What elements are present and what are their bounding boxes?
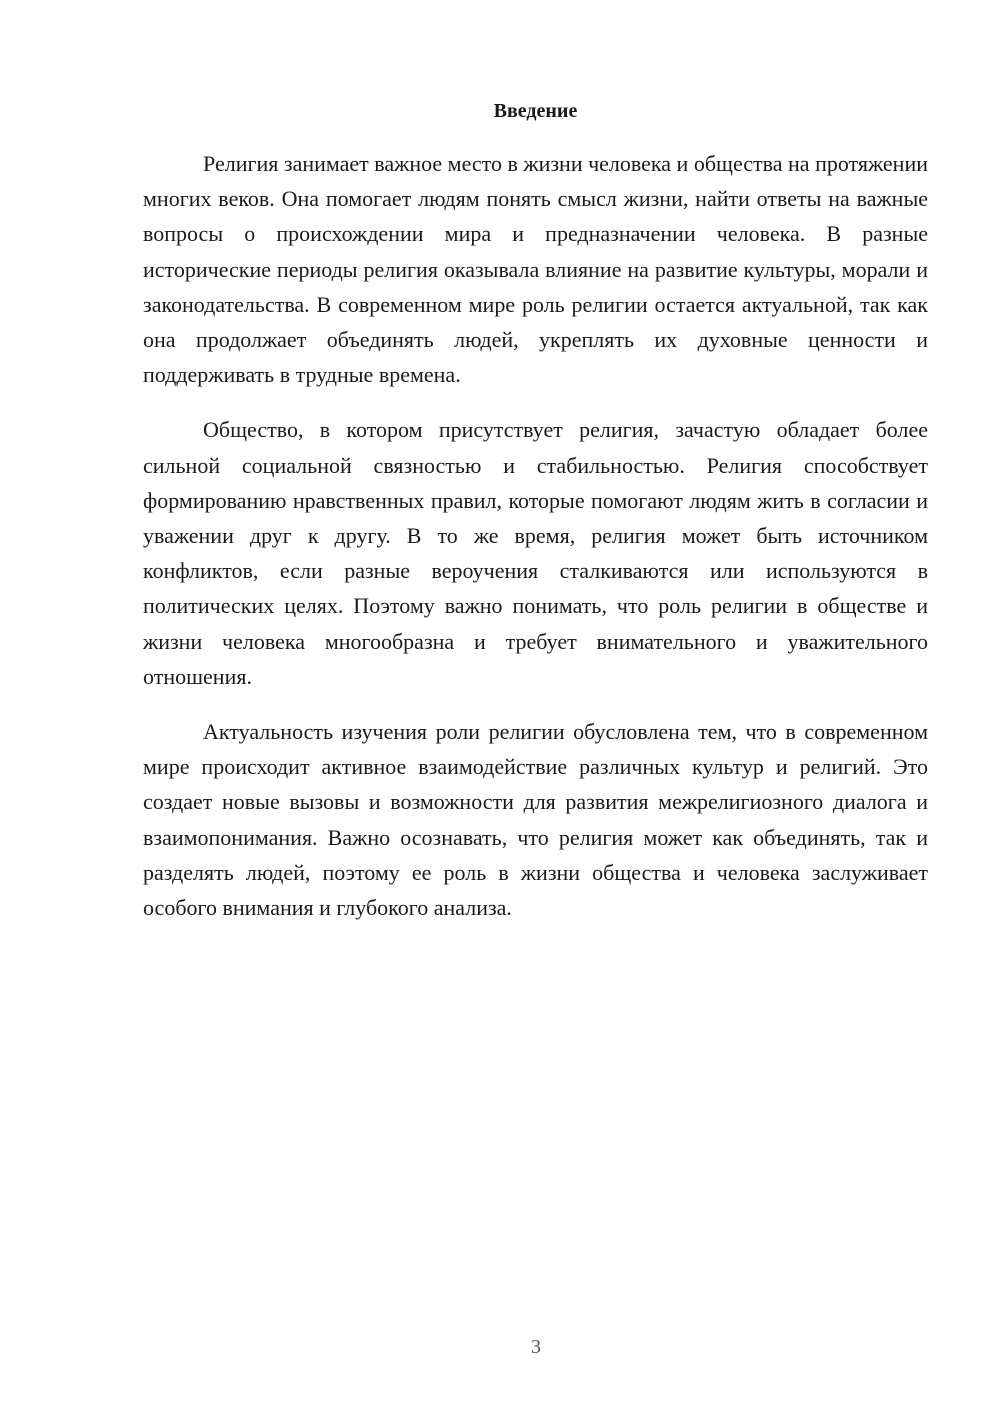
page-number: 3: [531, 1336, 541, 1358]
paragraph-1: Религия занимает важное место в жизни человека и общества на протяжении многих веков. Она помогает людям понять смысл жизни, найти ответы на важные вопросы о происхождении мира и предназначении человека. В разные исторические периоды религия оказывала влияние на развитие культуры, морали и законодательства. В современном мире роль религии остается актуальной, так как она продолжает объединять людей, укреплять их духовные ценности и поддерживать в трудные времена.: [143, 151, 928, 388]
section-heading: Введение: [493, 100, 578, 122]
paragraph-2: Общество, в котором присутствует религия, зачастую обладает более сильной социальной связностью и стабильностью. Религия способствует формированию нравственных правил, которые помогают людям жить в согласии и уважении друг к другу. В то же время, религия может быть источником конфликтов, если разные вероучения сталкиваются или используются в политических целях. Поэтому важно понимать, что роль религии в обществе и жизни человека многообразна и требует внимательного и уважительного отношения.: [143, 417, 928, 689]
paragraph-3: Актуальность изучения роли религии обусловлена тем, что в современном мире происходит активное взаимодействие различных культур и религий. Это создает новые вызовы и возможности для развития межрелигиозного диалога и взаимопонимания. Важно осознавать, что религия может как объединять, так и разделять людей, поэтому ее роль в жизни общества и человека заслуживает особого внимания и глубокого анализа.: [143, 719, 928, 921]
page-content: [143, 98, 928, 945]
